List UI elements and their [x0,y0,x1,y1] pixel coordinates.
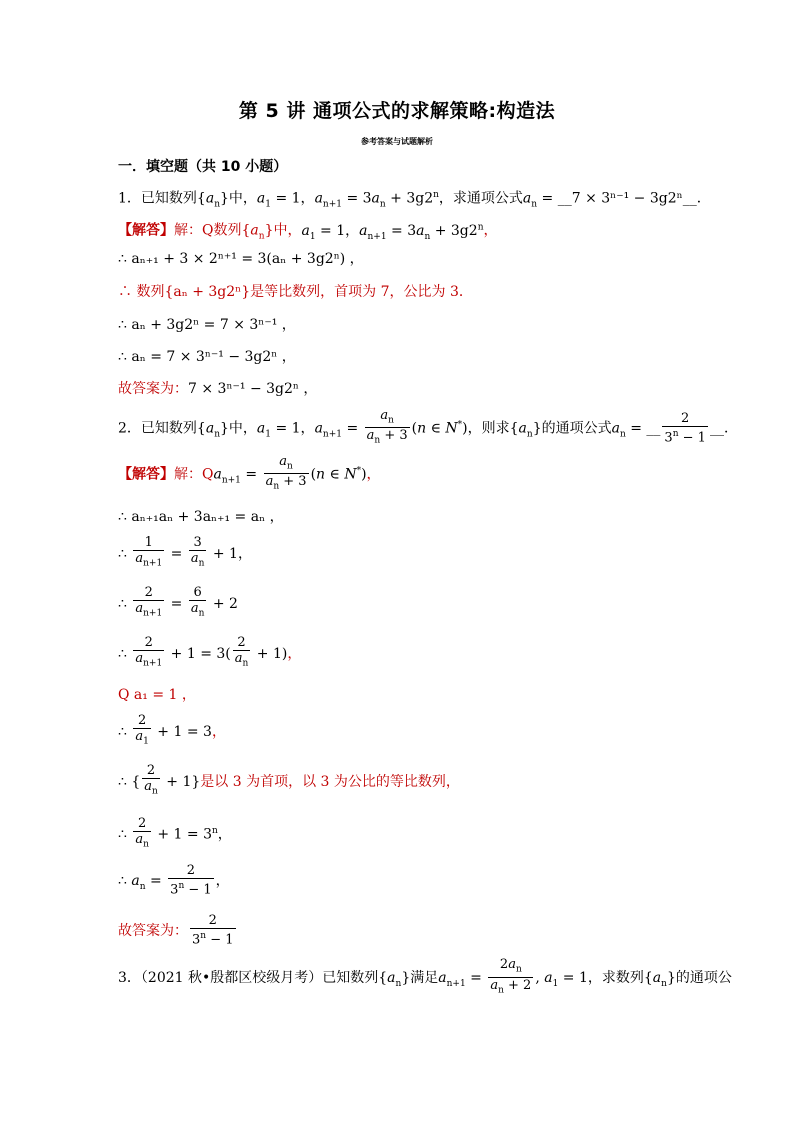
problem2-a1: Q a₁ = 1 ， [118,687,196,703]
problem2-solution-head: 【解答】解：$Qa_{n+1}$ = $\frac{a_n}{a_n + 3}$ (n ∈ N*)， [118,454,381,497]
problem3-stem-a: 3．（2021 秋•殷都区校级月考）已知数列 [118,970,379,987]
problem2-step-geo: ∴ $\frac{2}{a_{n+1}}$ + 1 = 3( $\frac{2}{a_n}$ + 1)， [118,636,301,672]
section-heading: 一．填空题（共 10 小题） [118,159,288,175]
problem1-stem-a: 1．已知数列 [118,190,197,207]
problem1-final-label: 故答案为： [118,381,188,397]
problem2-sol-tag: 【解答】 [118,466,174,483]
problem1-step4: ∴ aₙ = 7 × 3ⁿ⁻¹ − 3g2ⁿ ， [118,349,296,365]
frac-sol-recurrence: $\frac{a_n}{a_n + 3}$ [264,455,309,495]
problem2-sol-lead: 解：Q [174,466,214,483]
problem1-step2: ∴ 数列{aₙ + 3g2ⁿ}是等比数列，首项为 7，公比为 3． [118,284,473,300]
problem1-stem-b: 中， [228,190,257,207]
problem1-step3: ∴ aₙ + 3g2ⁿ = 7 × 3ⁿ⁻¹ ， [118,317,296,333]
problem2-stem-b: 中， [228,420,257,437]
problem2-step-double: ∴ $\frac{2}{a_{n+1}}$ = $\frac{6}{a_n}$ + 2 [118,586,238,622]
problem3-stem-c: ，求数列 [587,970,644,987]
problem1-solution-head: 【解答】解：Q数列$\{a_n\}$中，$a_1 = 1$，$a_{n+1} = 3a_n + 3g2^n$， [118,222,498,242]
problem1-sol-lead: 解：Q数列 [174,222,242,239]
problem1-stem-c: ，求通项公式 [438,190,523,207]
problem2-step-mul: ∴ aₙ₊₁aₙ + 3aₙ₊₁ = aₙ ， [118,509,284,525]
problem1-sol-tag: 【解答】 [118,222,174,239]
problem2-result: ∴ $a_n$ = $\frac{2}{3^n - 1}$ ， [118,863,230,898]
problem3-stem-d: 的通项公 [675,970,732,987]
problem2-first-term: ∴ $\frac{2}{a_1}$ + 1 = 3， [118,714,226,750]
frac-an-over-an-plus-3: $\frac{a_n}{a_n + 3}$ [365,409,410,449]
problem1-step1: ∴ aₙ₊₁ + 3 × 2ⁿ⁺¹ = 3(aₙ + 3g2ⁿ) ， [118,251,364,267]
problem2-stem-d: 的通项公式 [541,420,612,437]
page-title: 第 5 讲 通项公式的求解策略:构造法 [238,100,556,122]
page-subtitle: 参考答案与试题解析 [361,137,433,146]
problem2-stem: 2．已知数列$\{a_n\}$中，$a_1 = 1$，$a_{n+1}$ = $\frac{a_n}{a_n + 3}$ (n ∈ N*)，则求$\{a_n\}$的通项公式$a_n$ = __ $\frac{2}{3^n - 1}$ __． [118,408,738,451]
problem2-power: ∴ $\frac{2}{a_n}$ + $1 = 3^n$， [118,814,232,852]
problem2-geo-seq: ∴ { $\frac{2}{a_n}$ + 1}是以 3 为首项，以 3 为公比的等比数列， [118,764,460,800]
problem3-stem-b: 满足 [410,970,439,987]
problem2-final: 故答案为： $\frac{2}{3^n - 1}$ [118,913,234,948]
frac-answer-2: $\frac{2}{3^n - 1}$ [664,410,706,446]
problem2-stem-c: ，则求 [467,420,510,437]
problem1-sol-mid: 中， [273,222,302,239]
problem1-answer: 7 × 3ⁿ⁻¹ − 3g2ⁿ [571,190,683,207]
problem2-final-label: 故答案为： [118,923,188,939]
problem1-stem: 1．已知数列$\{a_n\}$中，$a_1 = 1$，$a_{n+1} = 3a_n + 3g2^n$，求通项公式$a_n$ = __7 × 3ⁿ⁻¹ − 3g2ⁿ__． [118,190,711,210]
problem1-final [118,380,317,398]
problem2-stem-a: 2．已知数列 [118,420,197,437]
problem2-geo-text: 是以 3 为首项，以 3 为公比的等比数列， [200,773,460,790]
problem2-step-recip: ∴ $\frac{1}{a_{n+1}}$ = $\frac{3}{a_n}$ + 1， [118,536,252,572]
problem3-stem: 3．（2021 秋•殷都区校级月考）已知数列$\{a_n\}$满足$a_{n+1}$ = $\frac{2a_n}{a_n + 2}$ , $a_1 = 1$，求数列$\{a_n\}$的通项公 [118,958,732,1001]
problem1-final-value: 7 × 3ⁿ⁻¹ − 3g2ⁿ ， [188,381,318,397]
